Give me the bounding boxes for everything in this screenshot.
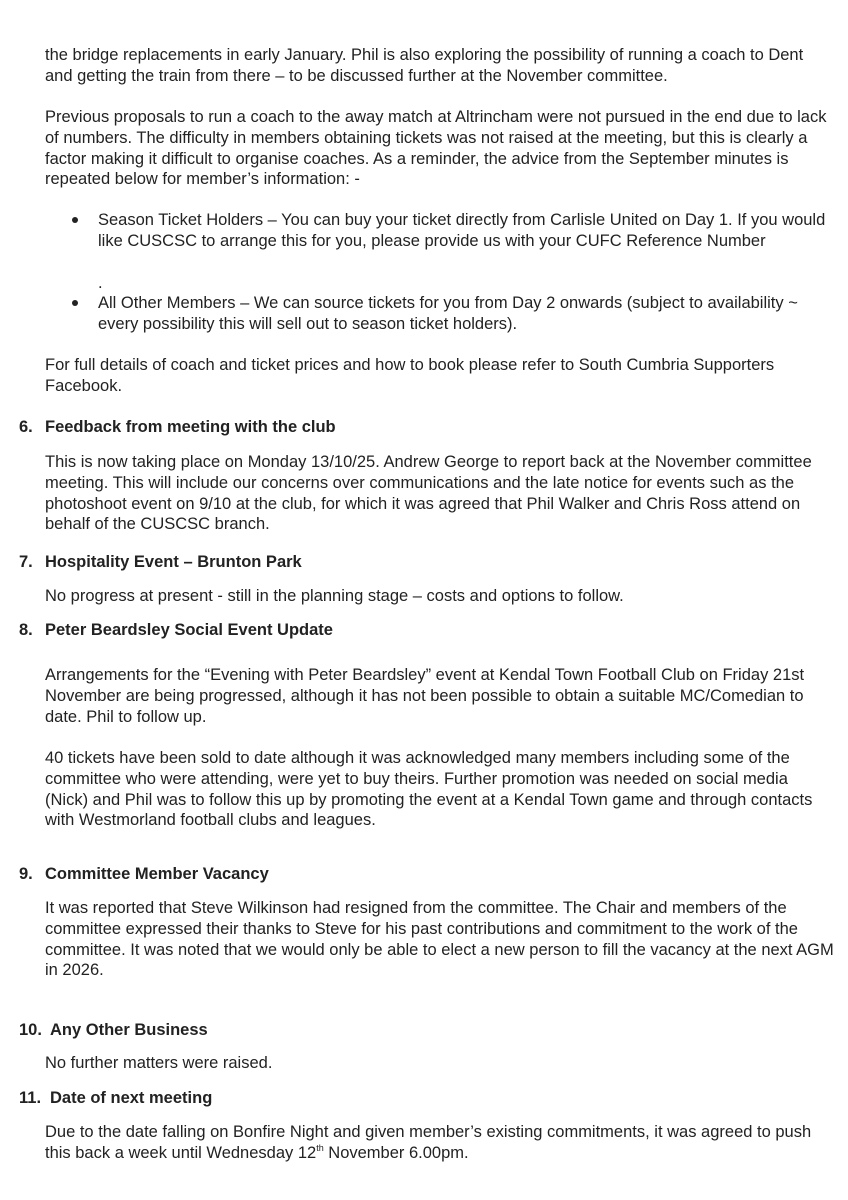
section-9-paragraph: It was reported that Steve Wilkinson had resigned from the committee. The Chair and members of the committee expressed their thanks to Steve for his past contributions and commitment to the work of the committee. It was noted that we would only be able to elect a new person to fill the vacancy at the next AGM in 2026. — [45, 899, 834, 980]
section-8-paragraph-2: 40 tickets have been sold to date although it was acknowledged many members including some of the committee who were attending, were yet to buy theirs. Further promotion was needed on social media (Nick) and Phil was to follow this up by promoting the event at a Kendal Town game and through contacts with Westmorland football clubs and leagues. — [45, 749, 813, 830]
section-8-heading — [19, 620, 819, 641]
section-7-paragraph: No progress at present - still in the planning stage – costs and options to follow. — [45, 587, 624, 605]
section-8-number: 8. — [19, 621, 33, 639]
section-11-heading — [19, 1088, 819, 1109]
section-10-title: Any Other Business — [50, 1021, 208, 1039]
section-7-heading — [19, 552, 819, 573]
section-11-number: 11. — [19, 1089, 42, 1107]
section-7-number: 7. — [19, 553, 33, 571]
bullet-trailing-dot: . — [98, 274, 103, 292]
section-6-title: Feedback from meeting with the club — [45, 418, 336, 436]
intro-paragraph-2: Previous proposals to run a coach to the away match at Altrincham were not pursued in the end due to lack of numbers. The difficulty in members obtaining tickets was not raised at the meeting, but this is clearly a factor making it difficult to organise coaches. As a reminder, the advice from the September minutes is repeated below for member’s information: - — [45, 108, 827, 189]
section-11-text-end: November 6.00pm. — [323, 1143, 469, 1162]
intro-paragraph-3: For full details of coach and ticket prices and how to book please refer to South Cumbria Supporters Facebook. — [45, 356, 775, 395]
intro-paragraph-1: the bridge replacements in early January. Phil is also exploring the possibility of running a coach to Dent and getting the train from there – to be discussed further at the November committee. — [45, 46, 804, 85]
section-7-title: Hospitality Event – Brunton Park — [45, 553, 302, 571]
bullet-item-other-members: All Other Members – We can source tickets for you from Day 2 onwards (subject to availability ~ every possibility this will sell out to season ticket holders). — [98, 294, 798, 333]
section-10-heading — [19, 1020, 819, 1041]
section-9-title: Committee Member Vacancy — [45, 865, 269, 883]
section-11-title: Date of next meeting — [50, 1089, 213, 1107]
section-10-paragraph: No further matters were raised. — [45, 1054, 273, 1072]
bullet-dot-1 — [72, 217, 78, 223]
bullet-item-season-ticket: Season Ticket Holders – You can buy your ticket directly from Carlisle United on Day 1. If you would like CUSCSC to arrange this for you, please provide us with your CUFC Reference Number — [98, 211, 826, 250]
section-6-number: 6. — [19, 418, 33, 436]
section-6-heading — [19, 417, 819, 438]
ordinal-superscript: th — [316, 1142, 324, 1153]
section-8-title: Peter Beardsley Social Event Update — [45, 621, 333, 639]
section-9-heading — [19, 864, 819, 885]
bullet-dot-2 — [72, 300, 78, 306]
section-6-paragraph: This is now taking place on Monday 13/10/25. Andrew George to report back at the November committee meeting. This will include our concerns over communications and the late notice for events such as the photoshoot event on 9/10 at the club, for which it was agreed that Phil Walker and Chris Ross attend on behalf of the CUSCSC branch. — [45, 453, 812, 534]
section-11-text-start: Due to the date falling on Bonfire Night and given member’s existing commitments, it was agreed to push this back a week until Wednesday 12 — [45, 1123, 812, 1162]
section-10-number: 10. — [19, 1021, 42, 1039]
section-8-paragraph-1: Arrangements for the “Evening with Peter Beardsley” event at Kendal Town Football Club on Friday 21st November are being progressed, although it has not been possible to obtain a suitable MC/Comedian to date. Phil to follow up. — [45, 666, 805, 726]
section-11-paragraph — [45, 1122, 835, 1164]
section-9-number: 9. — [19, 865, 33, 883]
